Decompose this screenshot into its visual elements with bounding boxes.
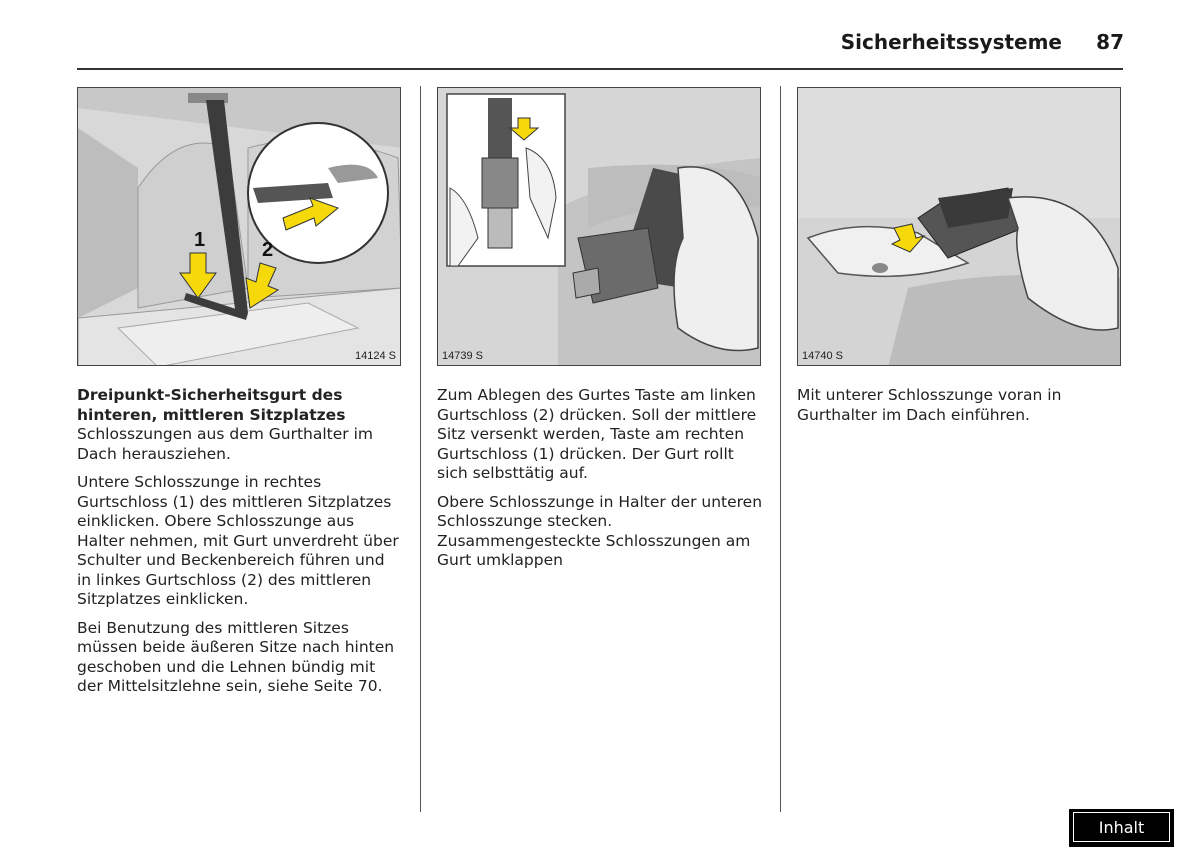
figure-code: 14124 S xyxy=(355,350,396,362)
inhalt-button[interactable] xyxy=(1069,809,1174,847)
paragraph: Obere Schlosszunge in Halter der unteren Schlosszunge stecken. Zusammengesteckte Schlosszungen am Gurt umklappen xyxy=(437,492,763,569)
callout-1: 1 xyxy=(194,229,206,251)
paragraph: Untere Schlosszunge in rechtes Gurtschloss (1) des mittleren Sitzplatzes einklicken. Obere Schlosszunge aus Halter nehmen, mit Gurt unverdreht über Schulter und Beckenbereich führen und in linkes Gurtschloss (2) des mittleren Sitzplatzes einklicken. xyxy=(77,473,399,608)
figure-code: 14739 S xyxy=(442,350,483,362)
paragraph: Schlosszungen aus dem Gurthalter im Dach herausziehen. xyxy=(77,425,373,463)
page-number: 87 xyxy=(1096,30,1124,54)
figure-rear-center-belt xyxy=(77,87,401,366)
paragraph: Zum Ablegen des Gurtes Taste am linken Gurtschloss (2) drücken. Soll der mittlere Sitz versenkt werden, Taste am rechten Gurtschloss (1) drücken. Der Gurt rollt sich selbsttätig auf. xyxy=(437,386,757,482)
text-column-3 xyxy=(797,386,1123,434)
roof-holder-illustration xyxy=(798,88,1121,366)
figure-code: 14740 S xyxy=(802,350,843,362)
inhalt-button-label: Inhalt xyxy=(1073,812,1170,842)
column-divider xyxy=(780,86,781,812)
paragraph: Mit unterer Schlosszunge voran in Gurthalter im Dach einführen. xyxy=(797,386,1062,424)
text-column-1 xyxy=(77,386,403,706)
rear-seat-illustration xyxy=(78,88,401,366)
header-rule xyxy=(77,68,1123,70)
section-title: Sicherheitssysteme xyxy=(840,30,1062,54)
column-divider xyxy=(420,86,421,812)
text-column-2 xyxy=(437,386,763,580)
callout-2: 2 xyxy=(262,239,274,261)
figure-roof-holder xyxy=(797,87,1121,366)
figure-release-buckle xyxy=(437,87,761,366)
paragraph: Bei Benutzung des mittleren Sitzes müssen beide äußeren Sitze nach hinten geschoben und die Lehnen bündig mit der Mittelsitzlehne sein, siehe Seite 70. xyxy=(77,618,395,695)
section-heading: Dreipunkt-Sicherheitsgurt des hinteren, mittleren Sitzplatzes xyxy=(77,386,346,424)
buckle-release-illustration xyxy=(438,88,761,366)
